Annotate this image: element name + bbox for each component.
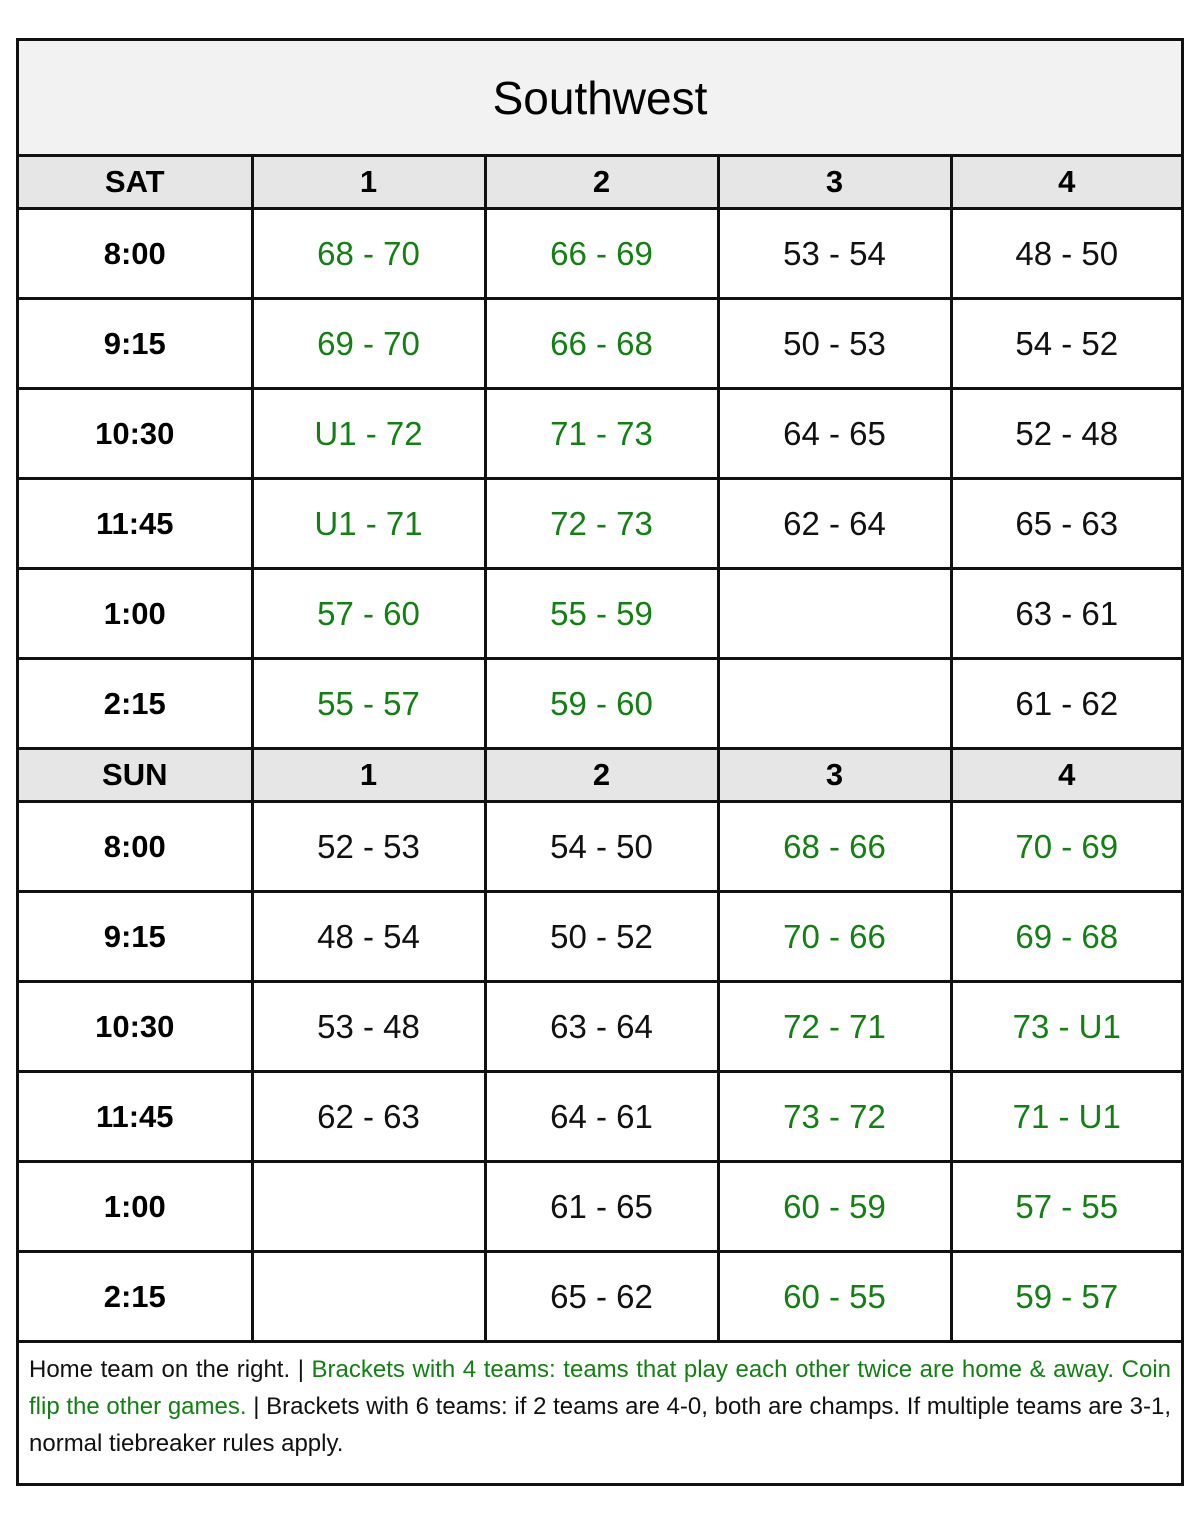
game-cell: 61 - 65 (485, 1162, 718, 1252)
field-header: 4 (951, 749, 1181, 802)
game-cell: 55 - 59 (485, 569, 718, 659)
game-cell: 50 - 53 (718, 299, 951, 389)
table-row (19, 892, 1181, 982)
game-cell: 61 - 62 (951, 659, 1181, 749)
time-slot: 11:45 (19, 1072, 252, 1162)
day-header-row (19, 157, 1181, 209)
table-row (19, 209, 1181, 299)
game-cell: 70 - 69 (951, 802, 1181, 892)
table-row (19, 1072, 1181, 1162)
game-cell (718, 569, 951, 659)
time-slot: 1:00 (19, 1162, 252, 1252)
game-cell: 68 - 70 (252, 209, 485, 299)
time-slot: 1:00 (19, 569, 252, 659)
game-cell (252, 1252, 485, 1342)
page-title: Southwest (19, 41, 1181, 157)
time-slot: 8:00 (19, 209, 252, 299)
time-slot: 10:30 (19, 982, 252, 1072)
time-slot: 10:30 (19, 389, 252, 479)
game-cell: 65 - 63 (951, 479, 1181, 569)
schedule-table (19, 157, 1181, 1343)
game-cell: 57 - 55 (951, 1162, 1181, 1252)
field-header: 2 (485, 749, 718, 802)
game-cell: 50 - 52 (485, 892, 718, 982)
game-cell: 72 - 71 (718, 982, 951, 1072)
table-row (19, 389, 1181, 479)
game-cell: 69 - 70 (252, 299, 485, 389)
note-six-team-brackets: | Brackets with 6 teams: if 2 teams are 4-0, both are champs. If multiple teams are 3-1, normal tiebreaker rules apply. (29, 1393, 1172, 1457)
game-cell: 71 - 73 (485, 389, 718, 479)
table-row (19, 659, 1181, 749)
schedule-sheet (16, 38, 1184, 1486)
time-slot: 8:00 (19, 802, 252, 892)
table-row (19, 479, 1181, 569)
game-cell: 69 - 68 (951, 892, 1181, 982)
time-slot: 9:15 (19, 299, 252, 389)
game-cell: 63 - 61 (951, 569, 1181, 659)
game-cell: 66 - 69 (485, 209, 718, 299)
time-slot: 9:15 (19, 892, 252, 982)
table-row (19, 802, 1181, 892)
game-cell: 62 - 63 (252, 1072, 485, 1162)
note-four-team-brackets: Brackets with 4 teams: teams that play each other twice are home & away. Coin flip the other games. (29, 1356, 1172, 1420)
game-cell: 60 - 55 (718, 1252, 951, 1342)
game-cell: 48 - 54 (252, 892, 485, 982)
field-header: 1 (252, 157, 485, 209)
game-cell (718, 659, 951, 749)
game-cell: 60 - 59 (718, 1162, 951, 1252)
game-cell: 54 - 52 (951, 299, 1181, 389)
game-cell: 62 - 64 (718, 479, 951, 569)
game-cell: 66 - 68 (485, 299, 718, 389)
field-header: 4 (951, 157, 1181, 209)
game-cell: 63 - 64 (485, 982, 718, 1072)
game-cell: U1 - 71 (252, 479, 485, 569)
game-cell: 52 - 48 (951, 389, 1181, 479)
game-cell: 59 - 57 (951, 1252, 1181, 1342)
day-label: SAT (19, 157, 252, 209)
game-cell: 55 - 57 (252, 659, 485, 749)
table-row (19, 569, 1181, 659)
footnote (19, 1343, 1181, 1462)
game-cell: 53 - 48 (252, 982, 485, 1072)
game-cell: 57 - 60 (252, 569, 485, 659)
game-cell: 72 - 73 (485, 479, 718, 569)
game-cell: 68 - 66 (718, 802, 951, 892)
field-header: 1 (252, 749, 485, 802)
table-row (19, 1162, 1181, 1252)
game-cell: 52 - 53 (252, 802, 485, 892)
game-cell: 70 - 66 (718, 892, 951, 982)
day-header-row (19, 749, 1181, 802)
time-slot: 2:15 (19, 659, 252, 749)
field-header: 2 (485, 157, 718, 209)
table-row (19, 982, 1181, 1072)
game-cell: 54 - 50 (485, 802, 718, 892)
game-cell (252, 1162, 485, 1252)
game-cell: 73 - 72 (718, 1072, 951, 1162)
game-cell: 53 - 54 (718, 209, 951, 299)
game-cell: 64 - 61 (485, 1072, 718, 1162)
time-slot: 2:15 (19, 1252, 252, 1342)
note-home-team: Home team on the right. | (29, 1356, 312, 1383)
game-cell: 59 - 60 (485, 659, 718, 749)
game-cell: 48 - 50 (951, 209, 1181, 299)
day-label: SUN (19, 749, 252, 802)
game-cell: U1 - 72 (252, 389, 485, 479)
field-header: 3 (718, 749, 951, 802)
table-row (19, 299, 1181, 389)
game-cell: 64 - 65 (718, 389, 951, 479)
table-row (19, 1252, 1181, 1342)
time-slot: 11:45 (19, 479, 252, 569)
game-cell: 65 - 62 (485, 1252, 718, 1342)
game-cell: 71 - U1 (951, 1072, 1181, 1162)
game-cell: 73 - U1 (951, 982, 1181, 1072)
field-header: 3 (718, 157, 951, 209)
